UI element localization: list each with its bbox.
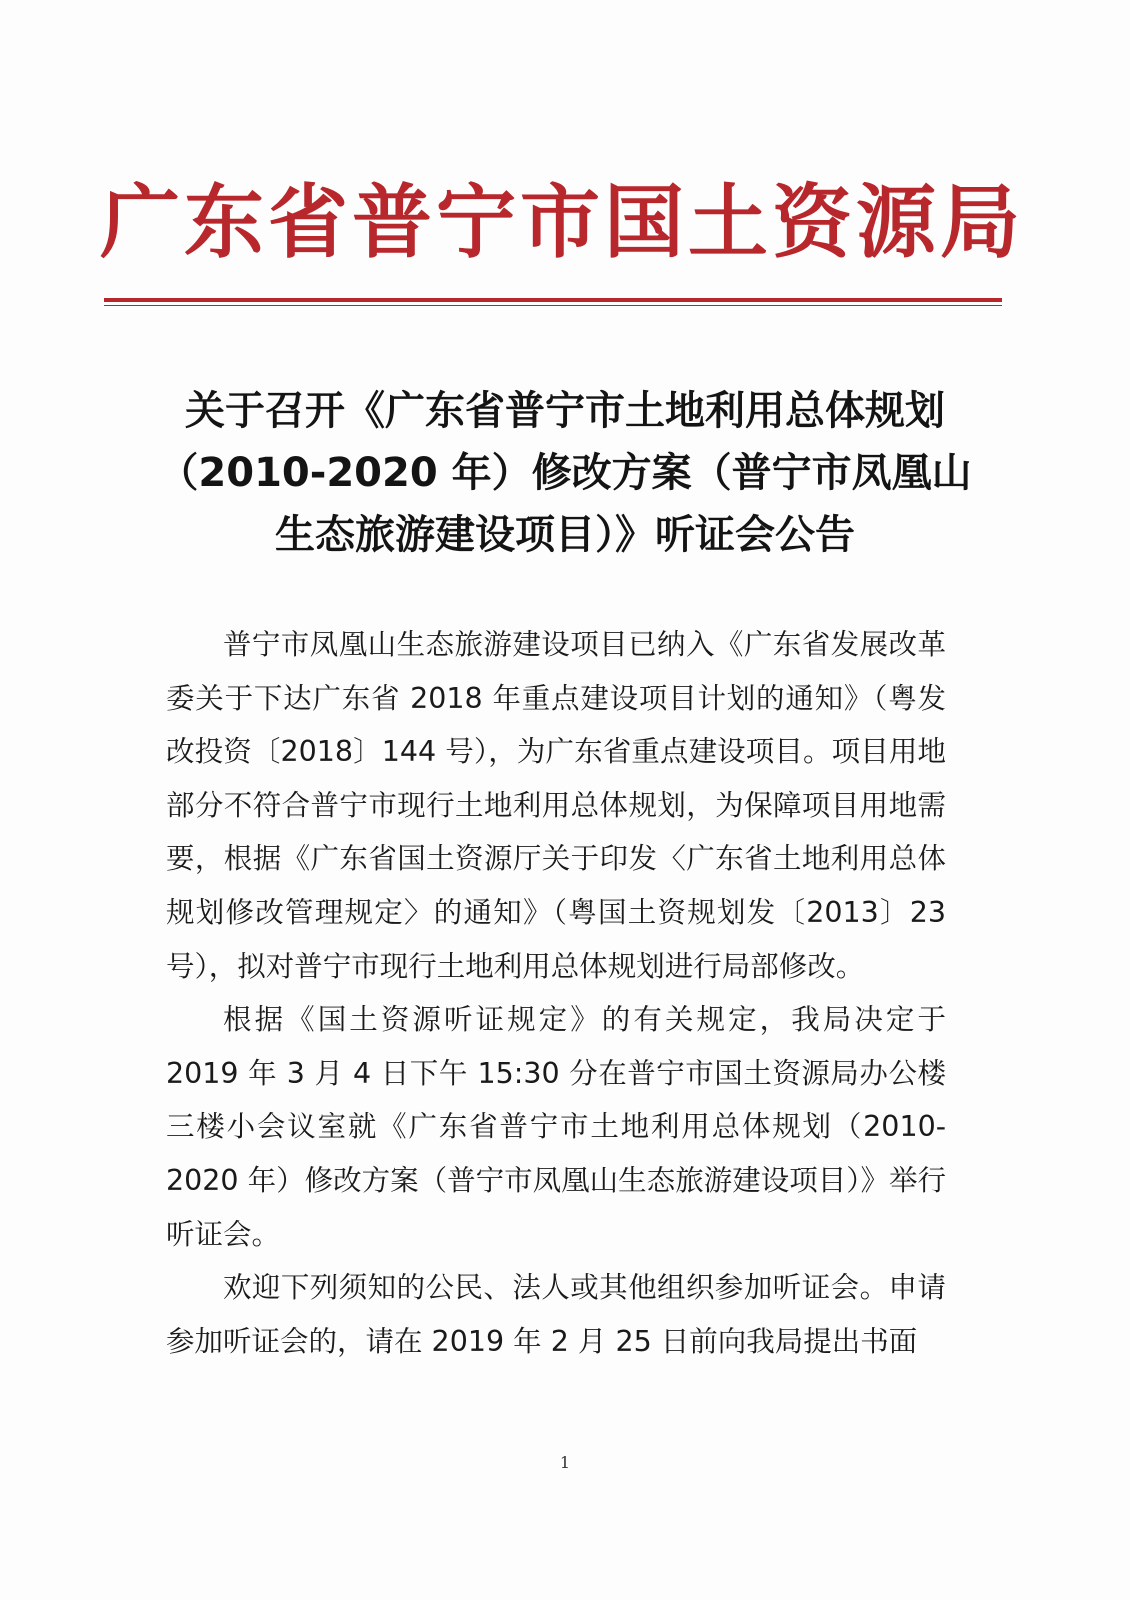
title-line-3: 生态旅游建设项目）》听证会公告 xyxy=(275,512,855,558)
document-title xyxy=(140,380,990,566)
masthead-rule-thin xyxy=(104,305,1002,306)
paragraph-1: 普宁市凤凰山生态旅游建设项目已纳入《广东省发展改革委关于下达广东省 2018 年重点建设项目计划的通知》（粤发改投资〔2018〕144 号），为广东省重点建设项目。项目用地部分不符合普宁市现行土地利用总体规划，为保障项目用地需要，根据《广东省国土资源厅关于印发〈广东省土地利用总体规划修改管理规定〉的通知》（粤国土资规划发〔2013〕23 号），拟对普宁市现行土地利用总体规划进行局部修改。 xyxy=(166,628,946,983)
paragraph-3: 欢迎下列须知的公民、法人或其他组织参加听证会。申请参加听证会的，请在 2019 年 2 月 25 日前向我局提出书面 xyxy=(166,1271,946,1358)
masthead-rule-thick xyxy=(104,298,1002,302)
title-line-2: （2010-2020 年）修改方案（普宁市凤凰山 xyxy=(158,450,972,496)
page-number: 1 xyxy=(559,1453,571,1472)
masthead-title: 广东省普宁市国土资源局 xyxy=(100,175,1024,269)
title-line-1: 关于召开《广东省普宁市土地利用总体规划 xyxy=(185,388,945,434)
paragraph-2: 根据《国土资源听证规定》的有关规定，我局决定于 2019 年 3 月 4 日下午 15:30 分在普宁市国土资源局办公楼三楼小会议室就《广东省普宁市土地利用总体规划（2010-2020 年）修改方案（普宁市凤凰山生态旅游建设项目）》举行听证会。 xyxy=(166,1003,946,1251)
document-body xyxy=(166,618,946,1368)
